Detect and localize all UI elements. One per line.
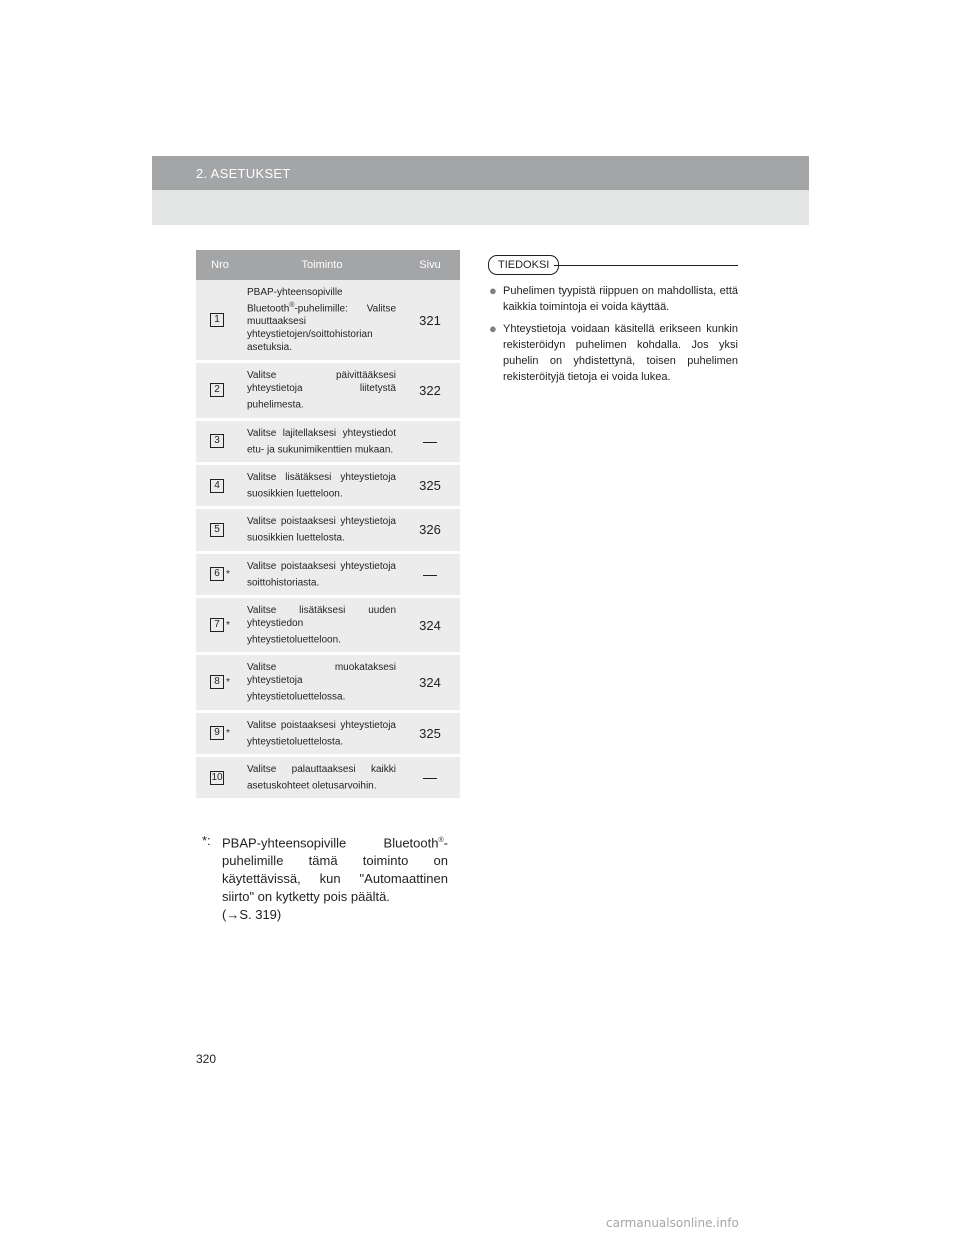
row-number: 5 — [210, 523, 224, 537]
no-page-dash — [423, 778, 437, 779]
row-text-before: Valitse päivittääksesi yhteystietoja liitetystä puhelimesta. — [247, 370, 396, 411]
bullet-icon: ● — [489, 321, 497, 336]
row-page: 325 — [419, 725, 441, 741]
row-page-cell — [400, 755, 460, 799]
row-text-before: Valitse lisätäksesi uuden yhteystiedon yhteystietoluetteloon. — [247, 604, 396, 646]
footnote-text — [222, 832, 448, 924]
footnote-marker: *: — [202, 833, 211, 848]
row-number: 6 — [210, 567, 224, 581]
row-number-cell — [196, 463, 244, 507]
row-number: 2 — [210, 383, 224, 397]
row-number: 10 — [211, 771, 223, 783]
table-row — [196, 596, 460, 653]
row-number-cell — [196, 362, 244, 419]
row-page-cell — [400, 362, 460, 419]
row-function — [244, 711, 400, 755]
row-number-cell — [196, 552, 244, 596]
row-function — [244, 419, 400, 463]
row-text-before: Valitse lajitellaksesi yhteystiedot etu- ja sukunimikenttien mukaan. — [247, 427, 396, 455]
row-page: 325 — [419, 478, 441, 494]
tips-label: TIEDOKSI — [488, 255, 559, 275]
row-number: 7 — [210, 618, 224, 632]
tip-text: Yhteystietoja voidaan käsitellä erikseen kunkin rekisteröidyn puhelimen kohdalla. Jos yksi puhelin on yhdistettynä, toisen puhelimen rekisteröityjä tietoja ei voida lukea. — [503, 323, 738, 383]
no-page-dash — [423, 442, 437, 443]
row-function — [244, 362, 400, 419]
registered-mark: ® — [438, 837, 444, 844]
row-function — [244, 755, 400, 799]
row-star: * — [226, 619, 230, 631]
row-number-cell — [196, 711, 244, 755]
row-page: 326 — [419, 522, 441, 538]
table-row — [196, 755, 460, 799]
col-header-nro: Nro — [196, 250, 244, 280]
header-subband — [152, 190, 809, 225]
row-page-cell — [400, 596, 460, 653]
row-number: 9 — [210, 726, 224, 740]
row-function — [244, 280, 400, 362]
tip-item — [489, 283, 738, 315]
table-row — [196, 654, 460, 711]
row-page: 324 — [419, 617, 441, 633]
row-star: * — [226, 676, 230, 688]
row-text-before: Valitse lisätäksesi yhteystietoja suosikkien luetteloon. — [247, 471, 396, 500]
row-page: 322 — [419, 382, 441, 398]
tips-divider — [554, 265, 738, 266]
col-header-function: Toiminto — [244, 250, 400, 280]
row-number-cell — [196, 419, 244, 463]
watermark: carmanualsonline.info — [606, 1216, 739, 1230]
row-page: 321 — [419, 312, 441, 328]
row-number-cell — [196, 654, 244, 711]
row-text-before: Valitse poistaaksesi yhteystietoja soittohistoriasta. — [247, 560, 396, 588]
table-body — [196, 280, 460, 800]
col-header-page: Sivu — [400, 250, 460, 280]
row-text-before: Valitse palauttaaksesi kaikki asetuskohteet oletusarvoihin. — [247, 763, 396, 792]
row-page-cell — [400, 552, 460, 596]
footnote-text-after: -puhelimille tämä toiminto on käytettävissä, kun "Automaattinen siirto" on kytketty pois päältä. — [222, 835, 448, 905]
row-text-before: Valitse poistaaksesi yhteystietoja suosikkien luettelosta. — [247, 516, 396, 544]
row-number-cell — [196, 596, 244, 653]
row-page-cell — [400, 711, 460, 755]
table-row — [196, 280, 460, 362]
bullet-icon: ● — [489, 283, 497, 298]
row-sup: ® — [289, 302, 295, 309]
tip-item — [489, 321, 738, 385]
row-number: 4 — [210, 479, 224, 493]
row-number: 8 — [210, 675, 224, 689]
row-number: 3 — [210, 434, 224, 448]
tip-text: Puhelimen tyypistä riippuen on mahdollista, että kaikkia toimintoja ei voida käyttää. — [503, 285, 738, 313]
row-page-cell — [400, 654, 460, 711]
row-text-before: Valitse muokataksesi yhteystietoja yhteystietoluettelossa. — [247, 662, 396, 703]
row-text-before: PBAP-yhteensopiville Bluetooth — [247, 287, 343, 315]
table-row — [196, 711, 460, 755]
row-function — [244, 654, 400, 711]
row-page-cell — [400, 508, 460, 552]
table-row — [196, 419, 460, 463]
row-function — [244, 552, 400, 596]
table-header-row — [196, 250, 460, 280]
footnote-text-before: PBAP-yhteensopiville Bluetooth — [222, 835, 439, 851]
row-text-after: -puhelimille: Valitse muuttaaksesi yhteystietojen/soittohistorian asetuksia. — [247, 303, 396, 354]
row-text-before: Valitse poistaaksesi yhteystietoja yhteystietoluettelosta. — [247, 719, 396, 747]
row-function — [244, 463, 400, 507]
page-number: 320 — [196, 1052, 217, 1066]
section-title: 2. ASETUKSET — [196, 166, 291, 181]
row-number-cell — [196, 280, 244, 362]
row-number: 1 — [210, 313, 224, 327]
row-star: * — [226, 727, 230, 739]
row-page-cell — [400, 463, 460, 507]
operations-table — [196, 250, 460, 801]
row-page-cell — [400, 280, 460, 362]
tips-list — [489, 283, 738, 391]
table-row — [196, 508, 460, 552]
row-star: * — [226, 568, 230, 580]
row-page-cell — [400, 419, 460, 463]
footnote — [202, 832, 448, 924]
footnote-ref: (→S. 319) — [222, 907, 282, 923]
row-function — [244, 596, 400, 653]
row-page: 324 — [419, 674, 441, 690]
row-function — [244, 508, 400, 552]
row-number-cell — [196, 755, 244, 799]
table-row — [196, 552, 460, 596]
no-page-dash — [423, 575, 437, 576]
row-number-cell — [196, 508, 244, 552]
table-row — [196, 362, 460, 419]
table-row — [196, 463, 460, 507]
